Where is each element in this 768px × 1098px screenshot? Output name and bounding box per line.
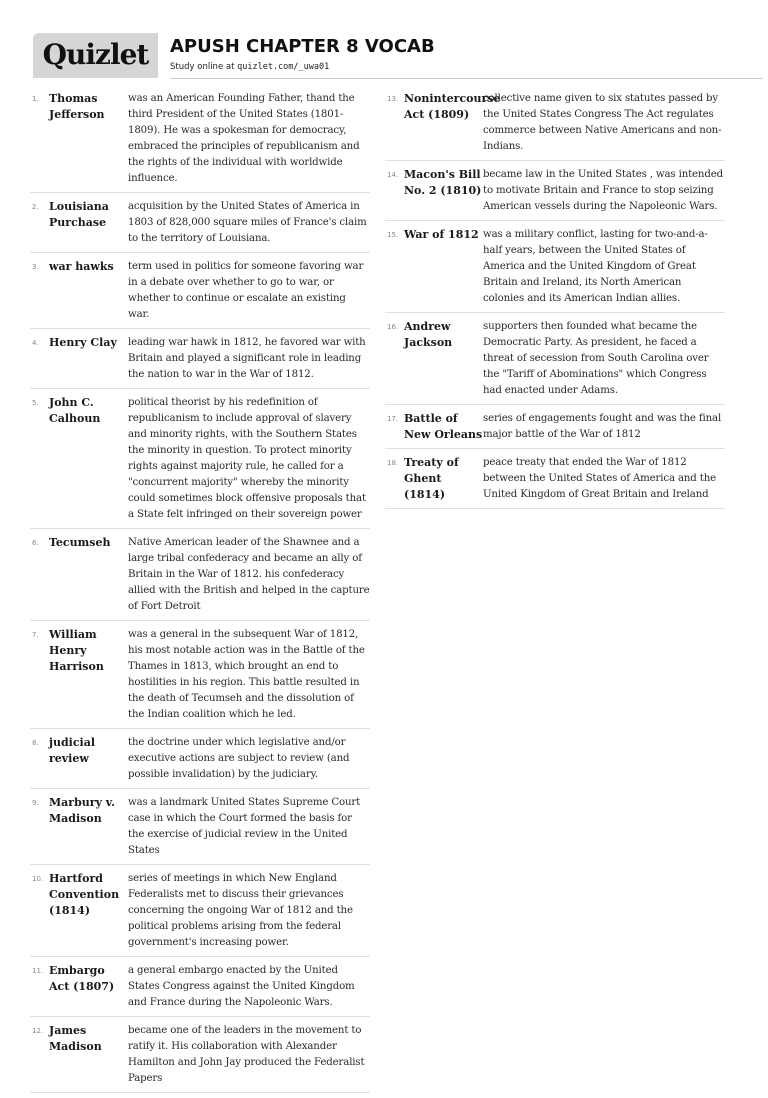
entry-term: William Henry Harrison (49, 628, 104, 673)
vocab-entry (30, 334, 370, 389)
entry-term: war hawks (49, 260, 114, 273)
entry-term: Embargo Act (1807) (49, 964, 115, 993)
right-column (385, 90, 725, 514)
entry-definition: Native American leader of the Shawnee and a large tribal confederacy and became an ally of Britain in the War of 1812. his confederacy allied with the British and helped in the capture of Fort Detroit (128, 537, 370, 612)
entry-definition: political theorist by his redefinition of republicanism to include approval of slavery and minority rights, with the Southern States the minority in question. To protect minority rights against majority rule, he called for a "concurrent majority" whereby the minority could sometimes block offensive proposals that a State felt infringed on their sovereign power (128, 397, 366, 520)
vocab-entry (385, 318, 725, 405)
quizlet-logo (33, 33, 158, 78)
vocab-entry (385, 454, 725, 509)
vocab-entry (30, 90, 370, 193)
entry-term: Macon's Bill No. 2 (1810) (404, 168, 482, 197)
header-divider (170, 78, 763, 79)
entry-definition: was a general in the subsequent War of 1812, his most notable action was in the Battle of the Thames in 1813, which brought an end to hostilities in his region. This battle resulted in the death of Tecumseh and the dissolution of the Indian coalition which he led. (128, 629, 365, 720)
entry-definition: was a military conflict, lasting for two-and-a-half years, between the United States of America and the United Kingdom of Great Britain and Ireland, its North American colonies and its American Indian allies. (483, 229, 708, 304)
entry-number: 11. (32, 967, 44, 975)
entry-number: 9. (32, 799, 39, 807)
entry-definition: a general embargo enacted by the United States Congress against the United Kingdom and France during the Napoleonic Wars. (128, 965, 355, 1008)
entry-term: Treaty of Ghent (1814) (404, 456, 459, 501)
entry-term: James Madison (49, 1024, 102, 1053)
entry-term: War of 1812 (404, 228, 479, 241)
vocab-entry (30, 534, 370, 621)
vocab-entry (385, 90, 725, 161)
entry-term: Henry Clay (49, 336, 117, 349)
entry-term: Louisiana Purchase (49, 200, 109, 229)
entry-definition: leading war hawk in 1812, he favored war with Britain and played a significant role in leading the nation to war in the War of 1812. (128, 337, 366, 380)
entry-definition: series of meetings in which New England Federalists met to discuss their grievances concerning the ongoing War of 1812 and the political problems arising from the federal government's increasing power. (128, 873, 353, 948)
entry-number: 5. (32, 399, 39, 407)
entry-number: 14. (387, 171, 399, 179)
entry-term: Nonintercourse Act (1809) (404, 92, 501, 121)
vocab-entry (30, 626, 370, 729)
entry-definition: became one of the leaders in the movement to ratify it. His collaboration with Alexander Hamilton and John Jay produced the Federalist Papers (128, 1025, 365, 1084)
entry-term: judicial review (49, 736, 96, 765)
vocab-entry (30, 734, 370, 789)
entry-definition: was an American Founding Father, thand the third President of the United States (1801-1809). He was a spokesman for democracy, embraced the principles of republicanism and the rights of the individual with worldwide influence. (128, 93, 360, 184)
entry-definition: series of engagements fought and was the final major battle of the War of 1812 (483, 413, 722, 440)
logo-text: Quizlet (42, 38, 149, 71)
entry-term: John C. Calhoun (49, 396, 101, 425)
vocab-entry (30, 1022, 370, 1093)
entry-number: 1. (32, 95, 39, 103)
entry-definition: peace treaty that ended the War of 1812 between the United States of America and the United Kingdom of Great Britain and Ireland (483, 457, 716, 500)
entry-definition: acquisition by the United States of America in 1803 of 828,000 square miles of France's claim to the territory of Louisiana. (128, 201, 367, 244)
entry-term: Marbury v. Madison (49, 796, 115, 825)
vocab-entry (385, 166, 725, 221)
entry-term: Andrew Jackson (404, 320, 453, 349)
subtitle-prefix: Study online at (170, 62, 235, 72)
entry-definition: term used in politics for someone favoring war in a debate over whether to go to war, or whether to continue or escalate an existing war. (128, 261, 364, 320)
entry-term: Thomas Jefferson (49, 92, 105, 121)
entry-number: 17. (387, 415, 399, 423)
page-title: APUSH CHAPTER 8 VOCAB (170, 36, 435, 57)
entry-number: 2. (32, 203, 39, 211)
entry-definition: the doctrine under which legislative and/or executive actions are subject to review (and possible invalidation) by the judiciary. (128, 737, 350, 780)
entry-term: Battle of New Orleans (404, 412, 483, 441)
study-url-link[interactable]: quizlet.com/_uwa01 (237, 62, 330, 72)
vocab-entry (30, 962, 370, 1017)
entry-number: 12. (32, 1027, 44, 1035)
entry-number: 15. (387, 231, 399, 239)
entry-definition: supporters then founded what became the Democratic Party. As president, he faced a threat of secession from South Carolina over the "Tariff of Abominations" which Congress had enacted under Adams. (483, 321, 709, 396)
vocab-entry (30, 198, 370, 253)
entry-number: 6. (32, 539, 39, 547)
entry-term: Tecumseh (49, 536, 111, 549)
left-column (30, 90, 370, 1098)
vocab-entry (30, 258, 370, 329)
entry-definition: collective name given to six statutes passed by the United States Congress The Act regulates commerce between Native Americans and non-Indians. (483, 93, 722, 152)
entry-number: 13. (387, 95, 399, 103)
entry-number: 7. (32, 631, 39, 639)
entry-number: 10. (32, 875, 44, 883)
entry-definition: became law in the United States , was intended to motivate Britain and France to stop seizing American vessels during the Napoleonic Wars. (483, 169, 723, 212)
vocab-entry (30, 870, 370, 957)
entry-number: 4. (32, 339, 39, 347)
page-header (33, 33, 763, 80)
vocab-entry (385, 410, 725, 449)
entry-number: 3. (32, 263, 39, 271)
entry-number: 18. (387, 459, 399, 467)
entry-definition: was a landmark United States Supreme Court case in which the Court formed the basis for the exercise of judicial review in the United States (128, 797, 361, 856)
entry-number: 16. (387, 323, 399, 331)
study-online-line (170, 62, 329, 72)
entry-number: 8. (32, 739, 39, 747)
vocab-entry (30, 394, 370, 529)
entry-term: Hartford Convention (1814) (49, 872, 120, 917)
vocab-entry (30, 794, 370, 865)
vocab-entry (385, 226, 725, 313)
